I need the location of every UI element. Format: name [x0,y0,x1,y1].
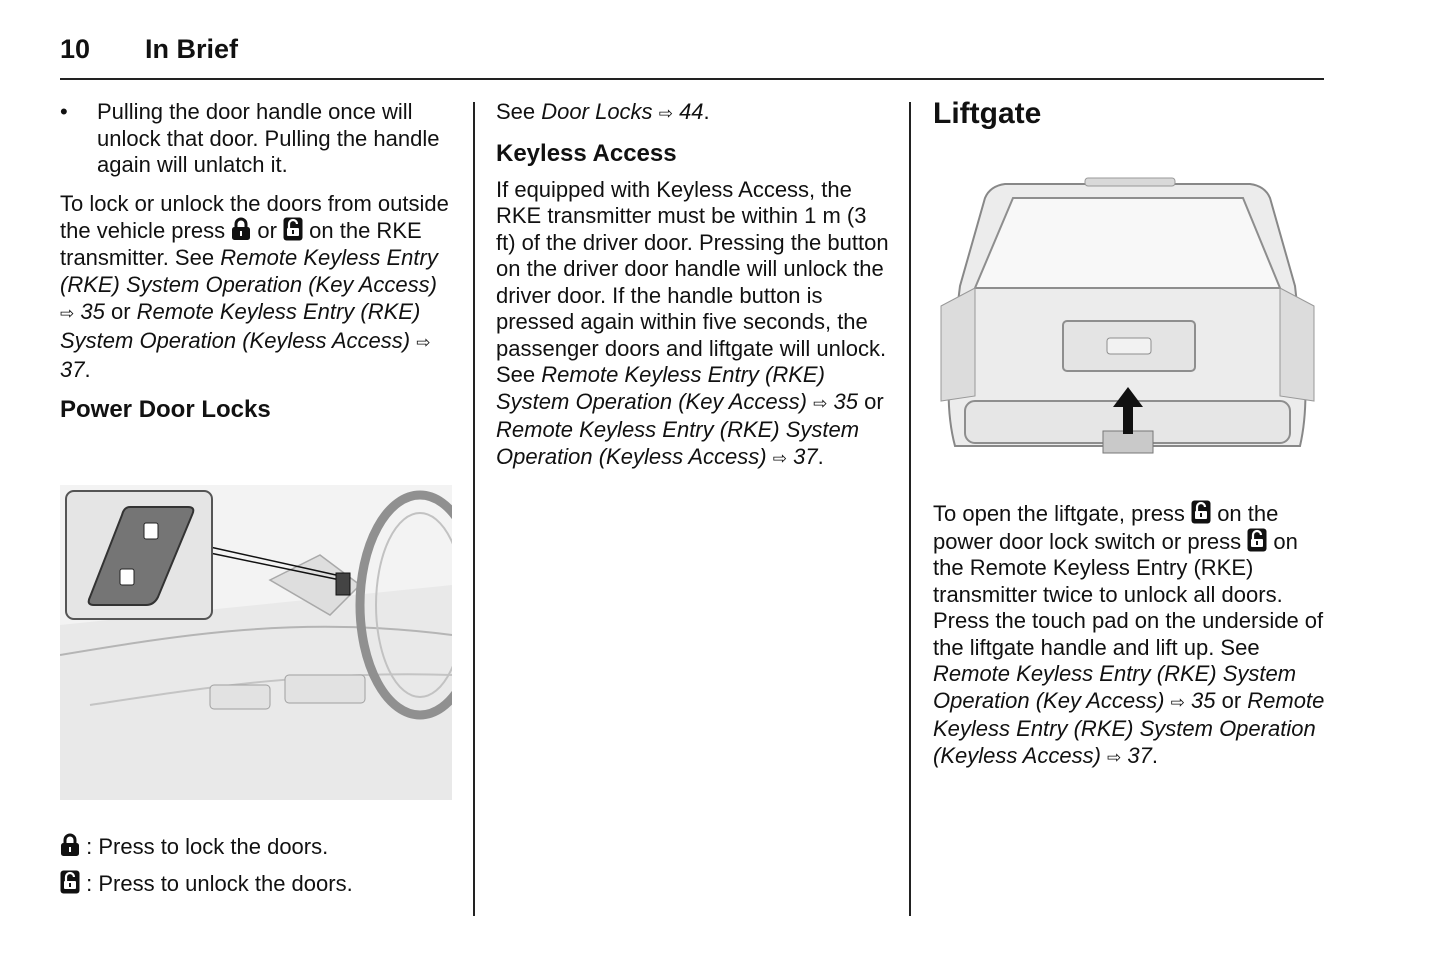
xref-page-number[interactable]: 37 [60,356,85,382]
unlock-icon [1247,528,1267,552]
xref-page-number[interactable]: 35 [1191,687,1216,713]
period: . [817,443,824,469]
text-run: on the RKE transmitter. See [60,217,422,270]
bullet-text: Pulling the door handle once will unlock that door. Pulling the handle again will unlatch it. [97,99,440,177]
text-run: or [1221,687,1242,713]
section-heading-keyless-access: Keyless Access [496,139,677,167]
page-ref-arrow-icon: ⇨ [772,448,787,468]
xref-rke-keyless-access[interactable]: Remote Keyless Entry (RKE) System Operation (Keyless Access) [496,417,860,469]
section-heading-liftgate: Liftgate [933,97,1042,130]
text-run: To open the liftgate, press [933,501,1185,526]
keyless-access-paragraph [496,177,891,473]
bullet-item [60,99,455,179]
lock-unlock-paragraph [60,190,455,383]
unlock-legend-text: : Press to unlock the doors. [86,871,353,896]
xref-page-number[interactable]: 37 [793,443,818,469]
xref-door-locks[interactable]: Door Locks [541,99,653,124]
text-run: on the Remote Keyless Entry (RKE) transmitter twice to unlock all doors. Press the touch pad on the underside of the liftgate handle and lift up. See [933,528,1324,660]
text-run: or [864,388,884,414]
see-door-locks [496,99,891,128]
column-2 [496,99,891,472]
text-run: or [257,217,277,243]
page-ref-arrow-icon: ⇨ [416,332,431,352]
xref-page-number[interactable]: 35 [833,388,858,414]
xref-rke-keyless-access[interactable]: Remote Keyless Entry (RKE) System Operation (Keyless Access) [933,687,1325,768]
period: . [703,99,710,124]
page-ref-arrow-icon: ⇨ [60,303,75,323]
xref-rke-key-access[interactable]: Remote Keyless Entry (RKE) System Operation (Key Access) [60,244,438,297]
column-3 [933,96,1328,132]
text-run: See [496,99,536,124]
lock-icon [231,217,251,241]
section-title: In Brief [145,34,239,64]
column-divider-right [909,102,911,916]
xref-rke-keyless-access[interactable]: Remote Keyless Entry (RKE) System Operation (Keyless Access) [60,298,421,353]
column-1 [60,99,455,425]
column-divider-left [473,102,475,916]
unlock-legend [60,870,353,897]
page-ref-arrow-icon: ⇨ [1107,747,1122,767]
lock-legend-text: : Press to lock the doors. [86,834,329,859]
text-run: on the power door lock switch or press [933,501,1279,554]
text-run: If equipped with Keyless Access, the RKE transmitter must be within 1 m (3 ft) of the driver door. Pressing the button on the driver door handle will unlock the driver door. If the handle button is pressed again within five seconds, the passenger doors and liftgate will unlock. See [496,176,889,387]
section-heading-power-door-locks: Power Door Locks [60,395,271,423]
header-rule [60,78,1324,80]
lock-legend [60,833,328,860]
xref-page-number[interactable]: 37 [1127,742,1152,768]
page-number: 10 [60,34,91,64]
xref-rke-key-access[interactable]: Remote Keyless Entry (RKE) System Operation (Key Access) [496,362,825,414]
unlock-icon [1191,500,1211,524]
lock-icon [60,833,80,857]
xref-rke-key-access[interactable]: Remote Keyless Entry (RKE) System Operation (Key Access) [933,661,1297,713]
period: . [1151,742,1158,768]
unlock-icon [60,870,80,894]
power-door-lock-illustration [60,485,452,800]
liftgate-paragraph-block [933,500,1328,771]
xref-page-number[interactable]: 35 [80,298,105,324]
text-run: or [110,298,131,324]
unlock-icon [283,217,303,241]
liftgate-illustration [935,176,1320,471]
bullet-dot: • [60,99,68,124]
period: . [84,356,91,382]
xref-page-number[interactable]: 44 [679,99,704,124]
page-ref-arrow-icon: ⇨ [1170,692,1185,712]
page-ref-arrow-icon: ⇨ [658,104,673,123]
page-ref-arrow-icon: ⇨ [813,393,828,413]
liftgate-paragraph [933,500,1328,771]
text-run: To lock or unlock the doors from outside the vehicle press [60,190,449,243]
